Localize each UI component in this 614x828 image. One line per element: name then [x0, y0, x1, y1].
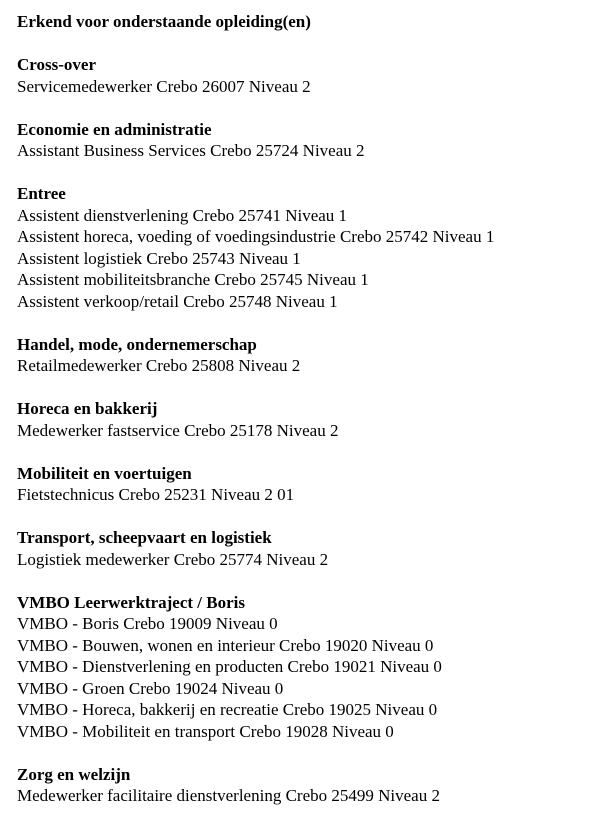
section: [17, 119, 607, 162]
section: [17, 463, 607, 506]
list-item: Assistent mobiliteitsbranche Crebo 25745 Niveau 1: [17, 270, 369, 289]
list-item: VMBO - Boris Crebo 19009 Niveau 0: [17, 614, 278, 633]
section-heading: Economie en administratie: [17, 119, 212, 139]
list-item: Medewerker facilitaire dienstverlening Crebo 25499 Niveau 2: [17, 786, 440, 805]
section-heading: Mobiliteit en voertuigen: [17, 463, 192, 483]
section: [17, 398, 607, 441]
list-item: VMBO - Horeca, bakkerij en recreatie Crebo 19025 Niveau 0: [17, 700, 438, 719]
list-item: Assistent logistiek Crebo 25743 Niveau 1: [17, 248, 301, 268]
sections-list: [17, 54, 607, 807]
list-item: VMBO - Dienstverlening en producten Crebo 19021 Niveau 0: [17, 657, 442, 676]
section: [17, 334, 607, 377]
section-heading: Entree: [17, 184, 66, 203]
list-item: Assistent verkoop/retail Crebo 25748 Niveau 1: [17, 291, 338, 311]
list-item: Medewerker fastservice Crebo 25178 Niveau 2: [17, 420, 339, 440]
section: [17, 527, 607, 570]
list-item: Retailmedewerker Crebo 25808 Niveau 2: [17, 356, 301, 375]
list-item: Servicemedewerker Crebo 26007 Niveau 2: [17, 76, 311, 96]
section: [17, 183, 607, 312]
list-item: VMBO - Mobiliteit en transport Crebo 19028 Niveau 0: [17, 721, 394, 741]
section-heading: Cross-over: [17, 55, 96, 74]
list-item: VMBO - Bouwen, wonen en interieur Crebo 19020 Niveau 0: [17, 635, 434, 655]
list-item: Assistent dienstverlening Crebo 25741 Niveau 1: [17, 205, 348, 225]
page-title: Erkend voor onderstaande opleiding(en): [17, 12, 311, 31]
section-heading: Zorg en welzijn: [17, 764, 131, 784]
section-heading: Transport, scheepvaart en logistiek: [17, 528, 272, 547]
list-item: VMBO - Groen Crebo 19024 Niveau 0: [17, 678, 284, 698]
section-heading: VMBO Leerwerktraject / Boris: [17, 592, 245, 612]
list-item: Assistent horeca, voeding of voedingsindustrie Crebo 25742 Niveau 1: [17, 227, 495, 246]
section: [17, 54, 607, 97]
section-heading: Handel, mode, ondernemerschap: [17, 334, 257, 354]
section: [17, 764, 607, 807]
section-heading: Horeca en bakkerij: [17, 399, 158, 418]
list-item: Logistiek medewerker Crebo 25774 Niveau 2: [17, 549, 329, 569]
document-page: [17, 11, 607, 828]
list-item: Fietstechnicus Crebo 25231 Niveau 2 01: [17, 485, 295, 504]
section: [17, 592, 607, 743]
list-item: Assistant Business Services Crebo 25724 Niveau 2: [17, 141, 365, 160]
